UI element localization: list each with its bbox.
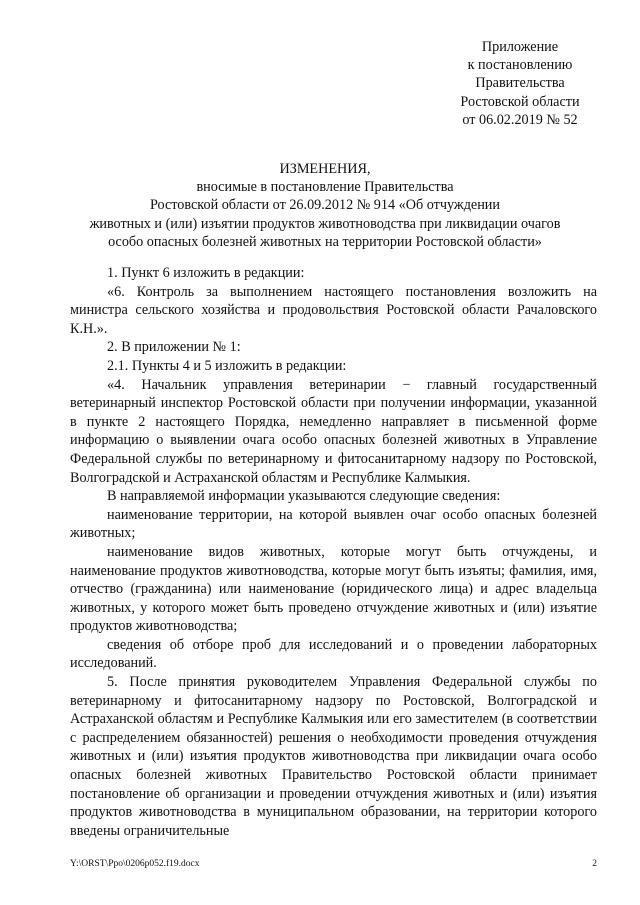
approval-block <box>420 38 620 129</box>
body-paragraph: наименование видов животных, которые могут быть отчуждены, и наименование продуктов животноводства, которые могут быть изъяты; фамилия, имя, отчество (гражданина) или наименование (юридического лица) и адрес владельца животных, у которого может быть проведено отчуждение животных и (или) изъятие продуктов животноводства; <box>70 543 597 635</box>
body-paragraph: «4. Начальник управления ветеринарии − главный государственный ветеринарный инспектор Ростовской области при получении информации, указанной в пункте 2 настоящего Порядка, немедленно направляет в письменной форме информацию о выявлении очага особо опасных болезней животных в Управление Федеральной службы по ветеринарному и фитосанитарному надзору по Ростовской, Волгоградской и Астраханской областям и Республике Калмыкия. <box>70 376 597 486</box>
approval-line: Ростовской области <box>460 93 580 110</box>
title-heading: ИЗМЕНЕНИЯ, <box>279 161 371 177</box>
title-line: вносимые в постановление Правительства <box>196 179 454 196</box>
title-line: особо опасных болезней животных на территории Ростовской области» <box>108 233 542 250</box>
page-footer <box>70 858 597 870</box>
body-paragraph: 2.1. Пункты 4 и 5 изложить в редакции: <box>107 357 347 374</box>
body-paragraph: В направляемой информации указываются следующие сведения: <box>107 488 501 505</box>
approval-line: от 06.02.2019 № 52 <box>462 111 578 128</box>
document-title <box>70 160 580 251</box>
document-body <box>70 264 597 840</box>
approval-line: к постановлению <box>467 57 573 74</box>
body-paragraph: сведения об отборе проб для исследований и о проведении лабораторных исследований. <box>70 636 597 672</box>
body-paragraph: 2. В приложении № 1: <box>107 339 241 356</box>
approval-line: Правительства <box>475 75 565 92</box>
body-paragraph: наименование территории, на которой выявлен очаг особо опасных болезней животных; <box>70 506 597 542</box>
body-paragraph: «6. Контроль за выполнением настоящего постановления возложить на министра сельского хозяйства и продовольствия Ростовской области Рачаловского К.Н.». <box>70 283 597 337</box>
body-paragraph: 5. После принятия руководителем Управления Федеральной службы по ветеринарному и фитосанитарному надзору по Ростовской, Волгоградской и Астраханской областям и Республике Калмыкия или его заместителем (в соответствии с распределением обязанностей) решения о необходимости проведения отчуждения животных и (или) изъятия продуктов животноводства при ликвидации очага особо опасных болезней животных Правительство Ростовской области принимает постановление об организации и проведении отчуждения животных и (или) изъятия продуктов животноводства в муниципальном образовании, на территории которого введены ограничительные <box>70 674 597 839</box>
body-paragraph: 1. Пункт 6 изложить в редакции: <box>107 265 305 281</box>
title-line: Ростовской области от 26.09.2012 № 914 «Об отчуждении <box>150 197 500 214</box>
approval-line: Приложение <box>481 39 559 55</box>
footer-page-number: 2 <box>592 859 597 869</box>
title-line: животных и (или) изъятии продуктов животноводства при ликвидации очагов <box>89 215 561 232</box>
footer-file-path: Y:\ORST\Ppo\0206p052.f19.docx <box>70 859 200 869</box>
